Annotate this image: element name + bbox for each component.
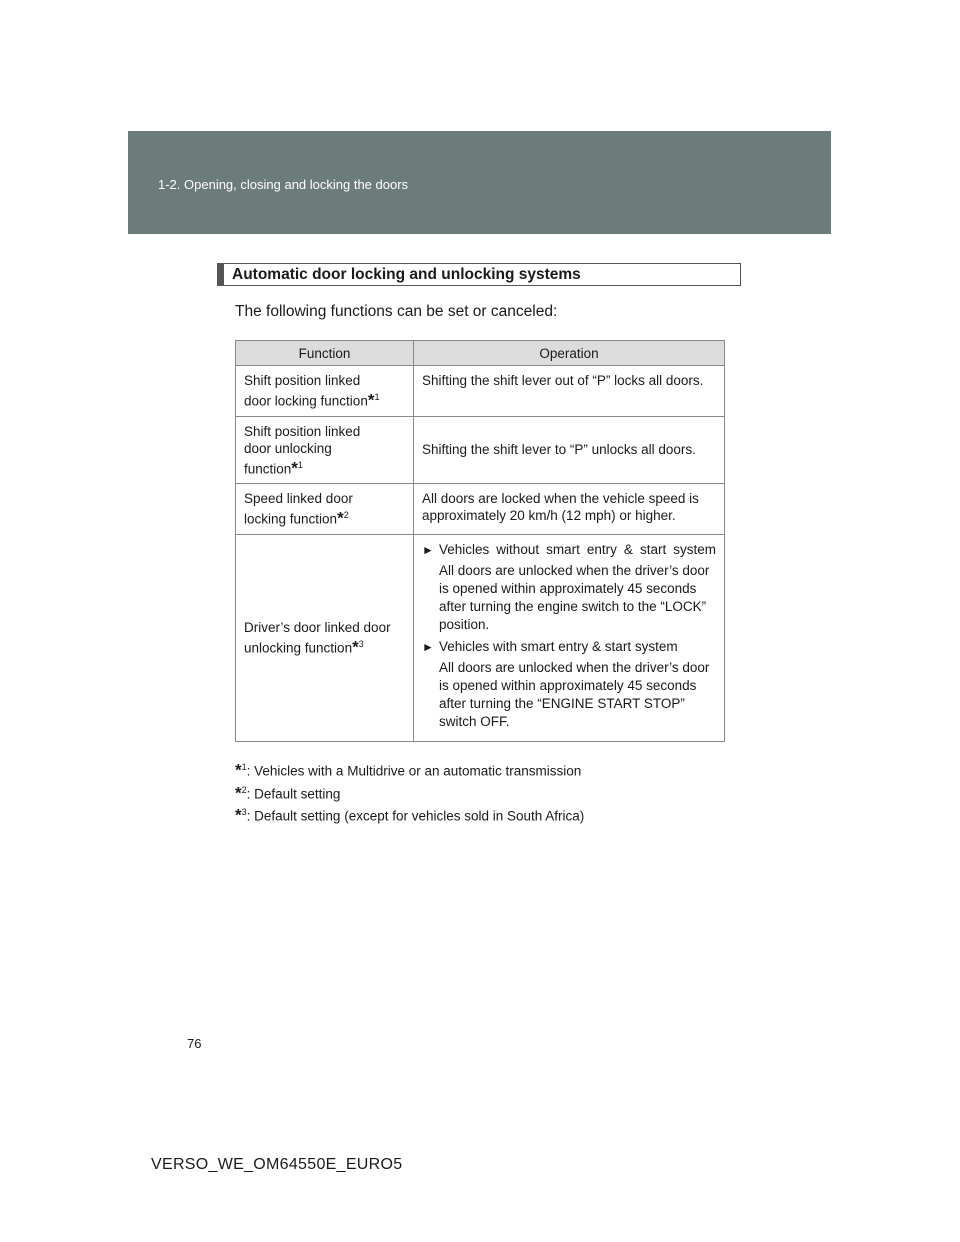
section-title-box: [217, 263, 741, 286]
asterisk-icon: *: [235, 805, 242, 825]
operation-item-body: All doors are unlocked when the driver’s door is opened within approximately 45 seconds after turning the engine switch to the “LOCK” position.: [439, 562, 710, 632]
triangle-bullet-icon: ►: [422, 542, 434, 557]
function-cell: Shift position linked door unlocking function*$^1$: [236, 416, 414, 484]
footnote: *$^2$: Default setting: [235, 783, 341, 802]
footnote: *$^1$: Vehicles with a Multidrive or an automatic transmission: [235, 760, 582, 780]
asterisk-icon: *: [235, 783, 242, 802]
document-code: VERSO_WE_OM64550E_EURO5: [151, 1156, 403, 1173]
table-row: [236, 366, 725, 417]
table-row: [236, 484, 725, 535]
breadcrumb: 1-2. Opening, closing and locking the doors: [158, 177, 409, 192]
asterisk-icon: *: [291, 458, 298, 477]
function-table: [235, 340, 725, 742]
operation-cell: All doors are locked when the vehicle speed is approximately 20 km/h (12 mph) or higher.: [414, 484, 725, 535]
header-band: [128, 131, 831, 234]
function-cell: Shift position linked door locking function*$^1$: [236, 366, 414, 417]
footnote-ref: 1: [374, 392, 380, 402]
triangle-bullet-icon: ►: [422, 639, 434, 654]
header-operation: Operation: [414, 341, 725, 366]
page-number: 76: [187, 1036, 202, 1051]
function-cell: Driver’s door linked door unlocking function*$^3$: [236, 534, 414, 741]
footnote-ref: 1: [297, 459, 303, 470]
footnote-ref: 2: [343, 510, 349, 520]
operation-item-heading: ► Vehicles with smart entry & start system: [422, 638, 678, 654]
function-cell: Speed linked door locking function*$^2$: [236, 484, 414, 535]
section-title-bar: [218, 264, 224, 285]
operation-item-heading: ► Vehicles without smart entry & start system: [422, 541, 716, 557]
asterisk-icon: *: [337, 508, 344, 528]
intro-text: The following functions can be set or canceled:: [235, 303, 558, 320]
section-title: Automatic door locking and unlocking systems: [232, 266, 581, 283]
asterisk-icon: *: [367, 390, 375, 410]
table-row: [236, 416, 725, 484]
operation-cell: Shifting the shift lever out of “P” locks all doors.: [414, 366, 725, 417]
asterisk-icon: *: [352, 637, 359, 657]
header-function: Function: [236, 341, 414, 366]
footnote: *$^3$: Default setting (except for vehicles sold in South Africa): [235, 805, 585, 825]
footnote-ref: 3: [358, 638, 364, 649]
footnotes: [235, 758, 584, 826]
table-header-row: [236, 341, 725, 366]
asterisk-icon: *: [235, 760, 242, 780]
operation-cell: Shifting the shift lever to “P” unlocks all doors.: [414, 416, 725, 484]
operation-cell: [414, 534, 725, 741]
operation-item-body: All doors are unlocked when the driver’s door is opened within approximately 45 seconds after turning the “ENGINE START STOP” switch OFF.: [439, 659, 710, 729]
table-row: [236, 534, 725, 741]
